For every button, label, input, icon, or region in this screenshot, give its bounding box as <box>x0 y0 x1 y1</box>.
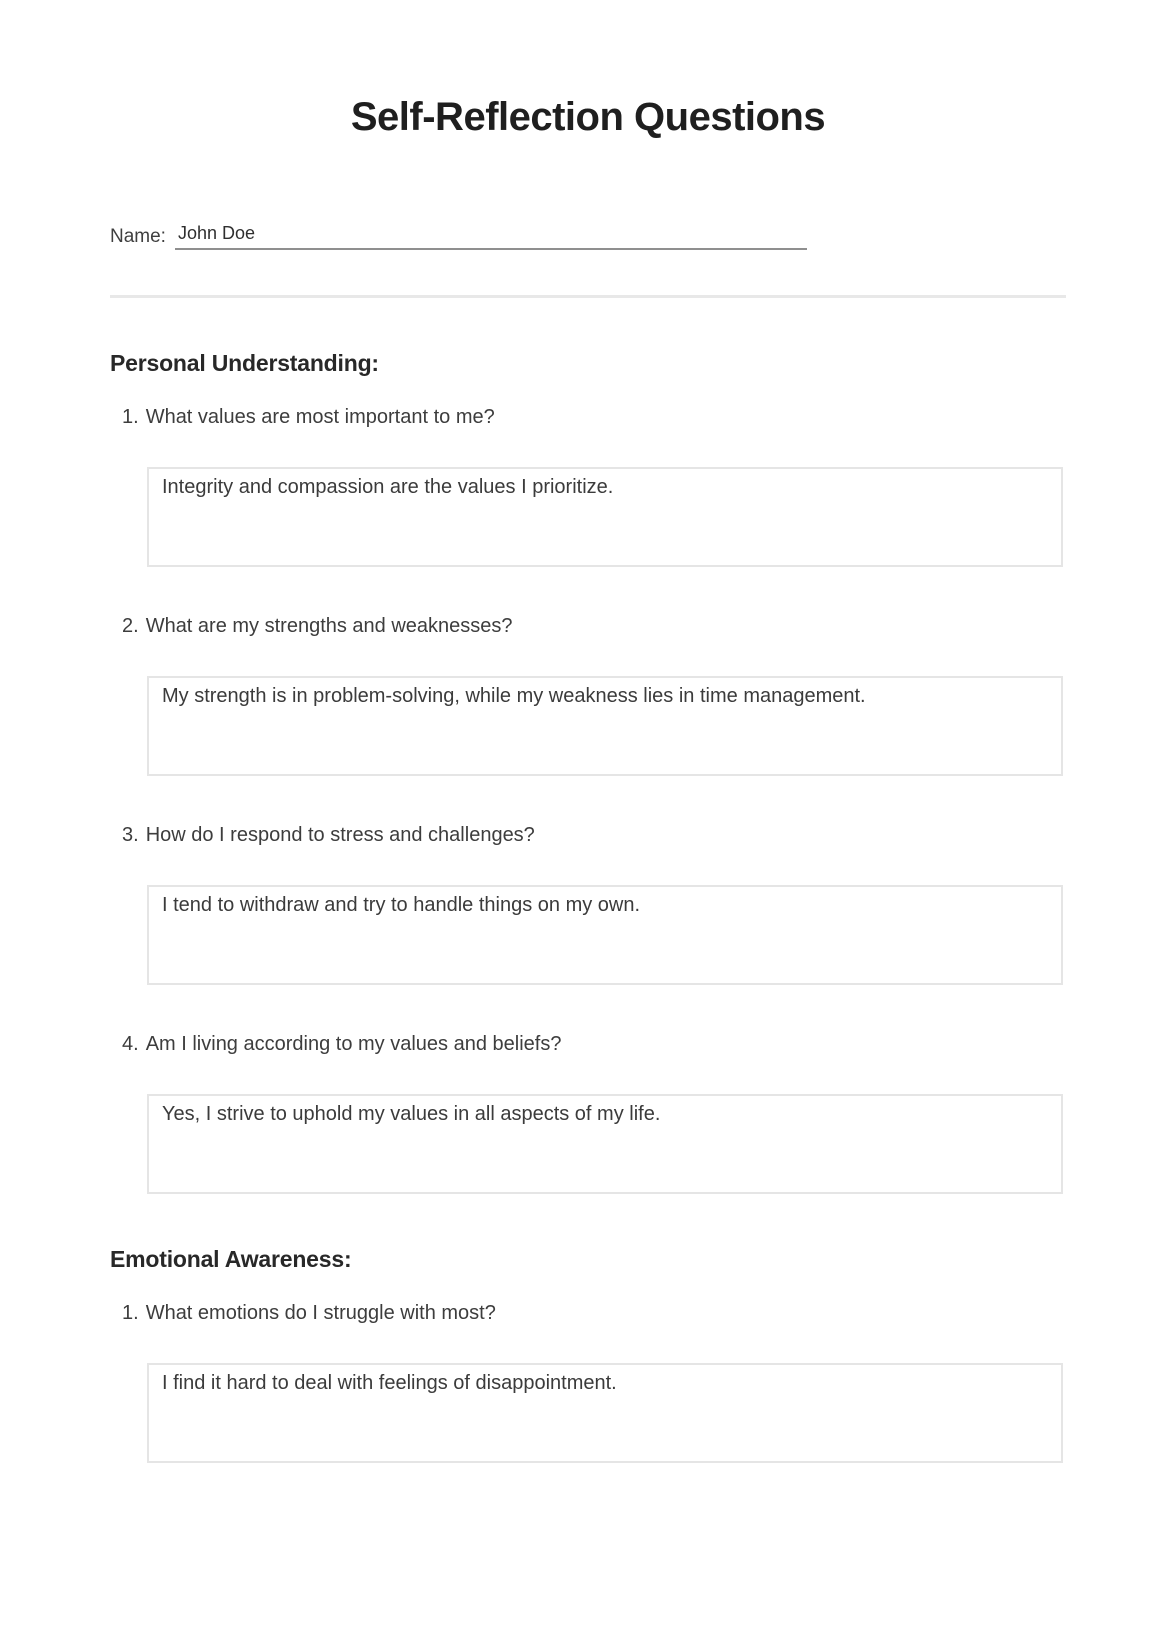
question-number: 4. <box>122 1033 139 1055</box>
answer-textbox[interactable] <box>147 467 1063 567</box>
answer-text: Yes, I strive to uphold my values in all aspects of my life. <box>162 1103 661 1125</box>
answer-text: Integrity and compassion are the values I prioritize. <box>162 476 614 498</box>
question-item <box>122 824 1176 847</box>
qa-group <box>0 1033 1176 1194</box>
question-text: What emotions do I struggle with most? <box>145 1302 496 1324</box>
divider <box>110 295 1066 298</box>
answer-textbox[interactable] <box>147 676 1063 776</box>
question-text: How do I respond to stress and challenges? <box>145 824 535 846</box>
question-number: 3. <box>122 824 139 846</box>
name-field[interactable]: John Doe <box>175 224 807 250</box>
page-title: Self-Reflection Questions <box>350 95 826 139</box>
question-number: 1. <box>122 406 139 428</box>
name-label: Name: <box>110 226 166 247</box>
answer-text: I find it hard to deal with feelings of disappointment. <box>162 1372 617 1394</box>
name-row <box>110 222 1176 250</box>
question-item <box>122 1033 1176 1056</box>
question-item <box>122 1302 1176 1325</box>
section-heading-personal-understanding: Personal Understanding: <box>110 350 379 376</box>
section-heading-emotional-awareness: Emotional Awareness: <box>110 1246 352 1272</box>
answer-textbox[interactable] <box>147 885 1063 985</box>
question-text: What are my strengths and weaknesses? <box>145 615 513 637</box>
question-text: What values are most important to me? <box>145 406 495 428</box>
question-text: Am I living according to my values and beliefs? <box>145 1033 562 1055</box>
question-item <box>122 406 1176 429</box>
question-number: 2. <box>122 615 139 637</box>
qa-group <box>0 824 1176 985</box>
answer-text: I tend to withdraw and try to handle things on my own. <box>162 894 641 916</box>
question-item <box>122 615 1176 638</box>
qa-group <box>0 1302 1176 1463</box>
answer-textbox[interactable] <box>147 1094 1063 1194</box>
question-number: 1. <box>122 1302 139 1324</box>
answer-text: My strength is in problem-solving, while my weakness lies in time management. <box>162 685 866 707</box>
section-emotional-awareness <box>0 1246 1176 1463</box>
answer-textbox[interactable] <box>147 1363 1063 1463</box>
section-personal-understanding <box>0 350 1176 1194</box>
qa-group <box>0 615 1176 776</box>
qa-group <box>0 406 1176 567</box>
